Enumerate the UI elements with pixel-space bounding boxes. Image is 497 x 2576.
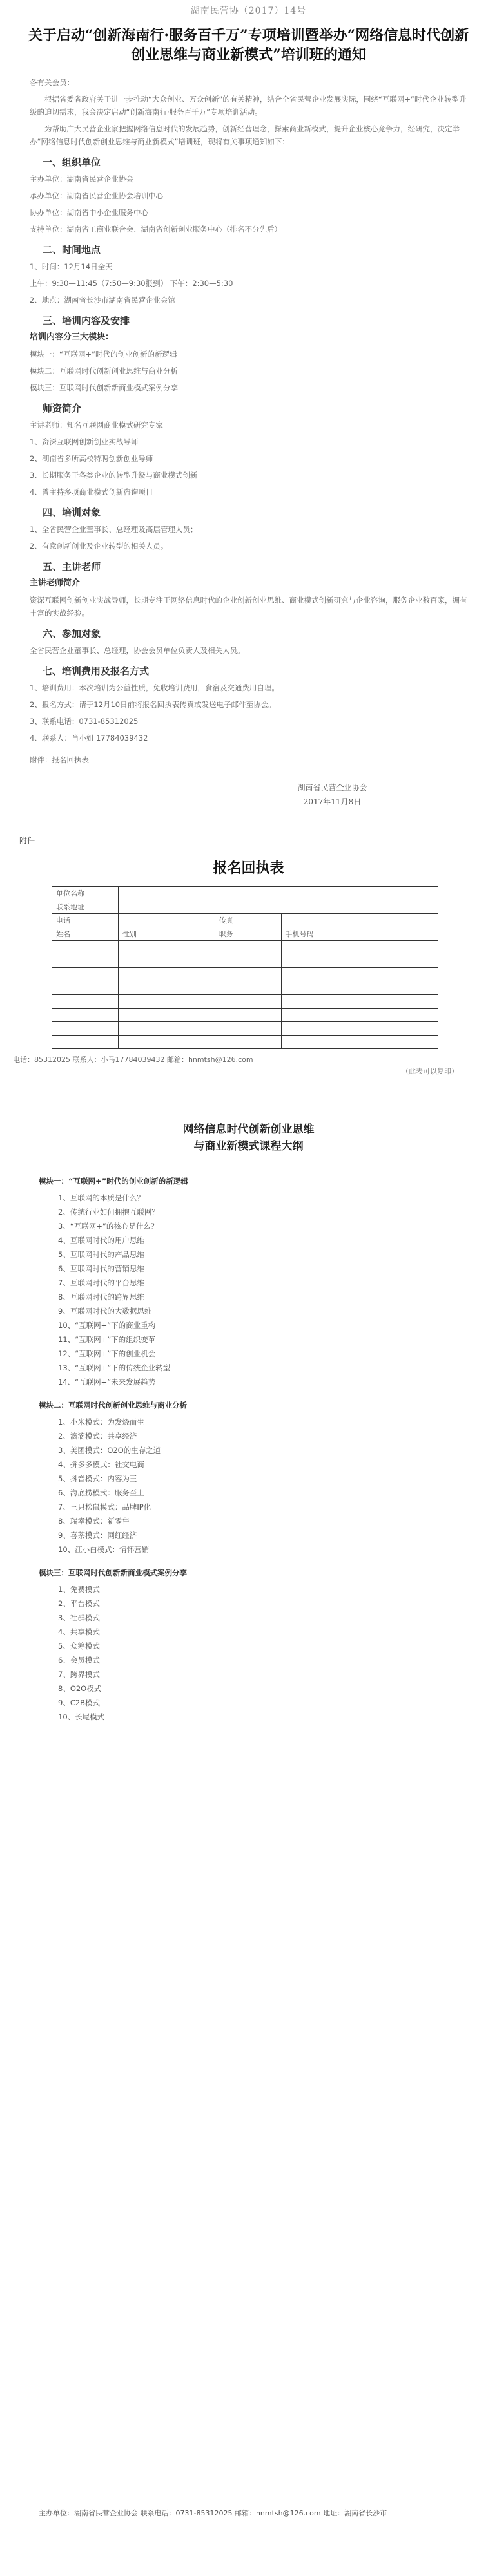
section-row: 资深互联网创新创业实战导师，长期专注于网络信息时代的企业创新创业思维、商业模式创新研究与企业咨询，服务企业数百家，拥有丰富的实战经验。: [30, 596, 467, 618]
attachment-label: 附件: [19, 836, 35, 845]
module-item: 2、滴滴模式：共享经济: [58, 1432, 137, 1441]
module-heading: 模块一：“互联网+”时代的创业创新的新逻辑: [39, 1177, 188, 1186]
form-cell-empty: [52, 968, 119, 981]
form-cell-empty: [215, 968, 281, 981]
section-fees: [30, 665, 467, 744]
form-cell-empty: [215, 995, 281, 1009]
form-cell-empty: [52, 1009, 119, 1022]
form-cell-header: 手机号码: [281, 927, 438, 941]
module-item: 6、互联网时代的营销思维: [58, 1264, 144, 1273]
module-item: 11、“互联网+”下的组织变革: [58, 1335, 156, 1344]
section-row: 1、资深互联网创新创业实战导师: [30, 437, 139, 446]
form-contact-line: 电话：85312025 联系人：小马17784039432 邮箱：hnmtsh@126.com: [13, 1056, 253, 1064]
form-cell-empty: [281, 954, 438, 968]
module-item: 12、“互联网+”下的创业机会: [58, 1349, 156, 1358]
form-cell-empty: [281, 1009, 438, 1022]
form-cell-label: 单位名称: [52, 887, 119, 900]
form-cell-label: 传真: [215, 914, 281, 927]
form-cell-input: [119, 887, 438, 900]
document-number: 湖南民营协（2017）14号: [190, 6, 307, 16]
form-cell-empty: [52, 954, 119, 968]
notice-body: [30, 76, 467, 766]
outline-title: [0, 1121, 497, 1155]
module-item: 6、会员模式: [58, 1656, 100, 1665]
section-heading: 二、时间地点: [43, 244, 101, 256]
section-participants: [30, 627, 467, 657]
section-heading: 三、培训内容及安排: [43, 315, 130, 327]
section-heading: 六、参加对象: [43, 628, 101, 639]
module-item: 7、互联网时代的平台思维: [58, 1278, 144, 1287]
module-item: 3、“互联网+”的核心是什么？: [58, 1222, 159, 1231]
section-heading: 一、组织单位: [43, 156, 101, 168]
section-heading: 师资简介: [43, 402, 82, 414]
form-cell-empty: [52, 1036, 119, 1049]
form-cell-empty: [281, 1036, 438, 1049]
section-faculty: [30, 402, 467, 498]
section-row: 3、联系电话：0731-85312025: [30, 717, 139, 726]
outline-module-2: [39, 1398, 458, 1557]
outline-title-line: 与商业新模式课程大纲: [193, 1140, 304, 1153]
section-row: 1、时间：12月14日全天: [30, 262, 113, 271]
greeting: 各有关会员：: [30, 78, 74, 87]
form-cell-empty: [119, 1036, 215, 1049]
page-footer: 主办单位：湖南省民营企业协会 联系电话：0731-85312025 邮箱：hnmtsh@126.com 地址：湖南省长沙市: [0, 2499, 497, 2528]
section-row: 3、长期服务于各类企业的转型升级与商业模式创新: [30, 471, 198, 480]
module-item: 3、美团模式：O2O的生存之道: [58, 1446, 161, 1455]
section-subheading: 主讲老师简介: [30, 578, 81, 588]
section-time-place: [30, 243, 467, 307]
module-item: 10、“互联网+”下的商业重构: [58, 1321, 156, 1330]
section-row: 全省民营企业董事长、总经理，协会会员单位负责人及相关人员。: [30, 646, 245, 655]
document-title: 关于启动“创新海南行·服务百千万”专项培训暨举办“网络信息时代创新创业思维与商业新模式”培训班的通知: [28, 27, 469, 63]
form-cell-input: [281, 914, 438, 927]
module-item: 6、海底捞模式：服务至上: [58, 1488, 144, 1497]
form-cell-empty: [215, 1036, 281, 1049]
course-outline: [39, 1174, 458, 1724]
form-cell-empty: [215, 1022, 281, 1036]
module-item: 9、C2B模式: [58, 1698, 101, 1707]
intro-paragraph-2: 为帮助广大民营企业家把握网络信息时代的发展趋势，创新经营理念，探索商业新模式，提升企业核心竞争力，经研究，决定举办“网络信息时代创新创业思维与商业新模式”培训班，现将有关事项通知如下：: [30, 124, 460, 146]
intro-paragraph-1: 根据省委省政府关于进一步推动“大众创业、万众创新”的有关精神，结合全省民营企业发展实际，围绕“互联网+”时代企业转型升级的迫切需求，我会决定启动“创新海南行·服务百千万”专项培训活动。: [30, 95, 467, 117]
module-item: 4、互联网时代的用户思维: [58, 1236, 144, 1245]
form-cell-empty: [215, 1009, 281, 1022]
signature-date: 2017年11月8日: [303, 797, 362, 806]
form-title: 报名回执表: [213, 860, 284, 876]
form-cell-input: [119, 914, 215, 927]
module-item: 8、O2O模式: [58, 1684, 102, 1693]
section-row: 主办单位：湖南省民营企业协会: [30, 175, 133, 184]
module-heading: 模块三：互联网时代创新新商业模式案例分享: [39, 1568, 187, 1577]
section-audience: [30, 506, 467, 553]
form-cell-empty: [281, 941, 438, 954]
form-cell-empty: [119, 941, 215, 954]
section-row: 1、全省民营企业董事长、总经理及高层管理人员；: [30, 525, 198, 534]
form-cell-empty: [119, 954, 215, 968]
form-cell-empty: [281, 995, 438, 1009]
outline-module-1: [39, 1174, 458, 1389]
section-heading: 五、主讲老师: [43, 561, 101, 573]
form-cell-empty: [215, 954, 281, 968]
section-row: 2、湖南省多所高校特聘创新创业导师: [30, 454, 153, 463]
section-lecturer: [30, 560, 467, 620]
section-row: 上午：9:30—11:45（7:50—9:30报到） 下午：2:30—5:30: [30, 279, 233, 288]
form-cell-label: 联系地址: [52, 900, 119, 914]
signature-org: 湖南省民营企业协会: [297, 783, 367, 792]
section-row: 承办单位：湖南省民营企业协会培训中心: [30, 191, 163, 200]
outline-title-line: 网络信息时代创新创业思维: [182, 1123, 315, 1136]
section-heading: 七、培训费用及报名方式: [43, 665, 150, 677]
section-row: 1、培训费用：本次培训为公益性质，免收培训费用，食宿及交通费用自理。: [30, 683, 279, 692]
form-cell-empty: [281, 1022, 438, 1036]
form-cell-empty: [215, 981, 281, 995]
module-item: 1、互联网的本质是什么？: [58, 1193, 144, 1202]
module-heading: 模块二：互联网时代创新创业思维与商业分析: [39, 1401, 187, 1410]
module-item: 10、长尾模式: [58, 1712, 105, 1721]
section-row: 4、联系人：肖小姐 17784039432: [30, 734, 148, 743]
section-content: [30, 314, 467, 394]
module-item: 3、社群模式: [58, 1613, 100, 1622]
form-cell-empty: [281, 968, 438, 981]
section-heading: 四、培训对象: [43, 507, 101, 518]
registration-form-table: [52, 886, 438, 1049]
form-cell-empty: [281, 981, 438, 995]
module-item: 14、“互联网+”未来发展趋势: [58, 1378, 156, 1387]
outline-module-3: [39, 1566, 458, 1724]
section-row: 2、有意创新创业及企业转型的相关人员。: [30, 542, 168, 551]
module-item: 2、传统行业如何拥抱互联网？: [58, 1208, 159, 1217]
form-cell-empty: [52, 941, 119, 954]
section-row: 2、报名方式：请于12月10日前将报名回执表传真或发送电子邮件至协会。: [30, 700, 276, 709]
form-note: （此表可以复印）: [402, 1067, 458, 1075]
section-row: 2、地点：湖南省长沙市湖南省民营企业会馆: [30, 296, 175, 305]
module-item: 8、互联网时代的跨界思维: [58, 1293, 144, 1302]
module-item: 1、小米模式：为发烧而生: [58, 1417, 144, 1426]
form-cell-empty: [119, 995, 215, 1009]
form-cell-header: 姓名: [52, 927, 119, 941]
form-cell-empty: [52, 995, 119, 1009]
module-item: 4、拼多多模式：社交电商: [58, 1460, 144, 1469]
module-item: 1、免费模式: [58, 1585, 100, 1594]
module-item: 9、互联网时代的大数据思维: [58, 1307, 152, 1316]
module-item: 13、“互联网+”下的传统企业转型: [58, 1363, 171, 1372]
module-item: 5、互联网时代的产品思维: [58, 1250, 144, 1259]
module-item: 8、瑞幸模式：新零售: [58, 1517, 130, 1526]
section-row: 支持单位：湖南省工商业联合会、湖南省创新创业服务中心（排名不分先后）: [30, 225, 282, 234]
form-cell-header: 职务: [215, 927, 281, 941]
form-cell-empty: [215, 941, 281, 954]
form-cell-empty: [119, 1022, 215, 1036]
form-cell-empty: [119, 981, 215, 995]
form-cell-empty: [52, 981, 119, 995]
form-cell-header: 性别: [119, 927, 215, 941]
form-cell-empty: [52, 1022, 119, 1036]
module-item: 9、喜茶模式：网红经济: [58, 1531, 137, 1540]
section-row: 模块一：“互联网+”时代的创业创新的新逻辑: [30, 350, 177, 359]
section-row: 模块三：互联网时代创新新商业模式案例分享: [30, 383, 178, 392]
module-item: 5、众筹模式: [58, 1642, 100, 1651]
module-item: 7、跨界模式: [58, 1670, 100, 1679]
attachment-line: 附件：报名回执表: [30, 755, 89, 764]
form-cell-label: 电话: [52, 914, 119, 927]
section-row: 模块二：互联网时代创新创业思维与商业分析: [30, 366, 178, 375]
section-organizers: [30, 156, 467, 236]
section-row: 协办单位：湖南省中小企业服务中心: [30, 208, 148, 217]
signature-block: [168, 781, 497, 809]
form-cell-input: [119, 900, 438, 914]
section-row: 4、曾主持多项商业模式创新咨询项目: [30, 488, 153, 497]
module-item: 5、抖音模式：内容为王: [58, 1474, 137, 1483]
module-item: 2、平台模式: [58, 1599, 100, 1608]
form-cell-empty: [119, 968, 215, 981]
module-item: 4、共享模式: [58, 1627, 100, 1636]
module-item: 7、三只松鼠模式：品牌IP化: [58, 1502, 151, 1511]
section-subheading: 培训内容分三大模块：: [30, 332, 114, 342]
section-row: 主讲老师：知名互联网商业模式研究专家: [30, 421, 163, 430]
form-cell-empty: [119, 1009, 215, 1022]
module-item: 10、江小白模式：情怀营销: [58, 1545, 150, 1554]
